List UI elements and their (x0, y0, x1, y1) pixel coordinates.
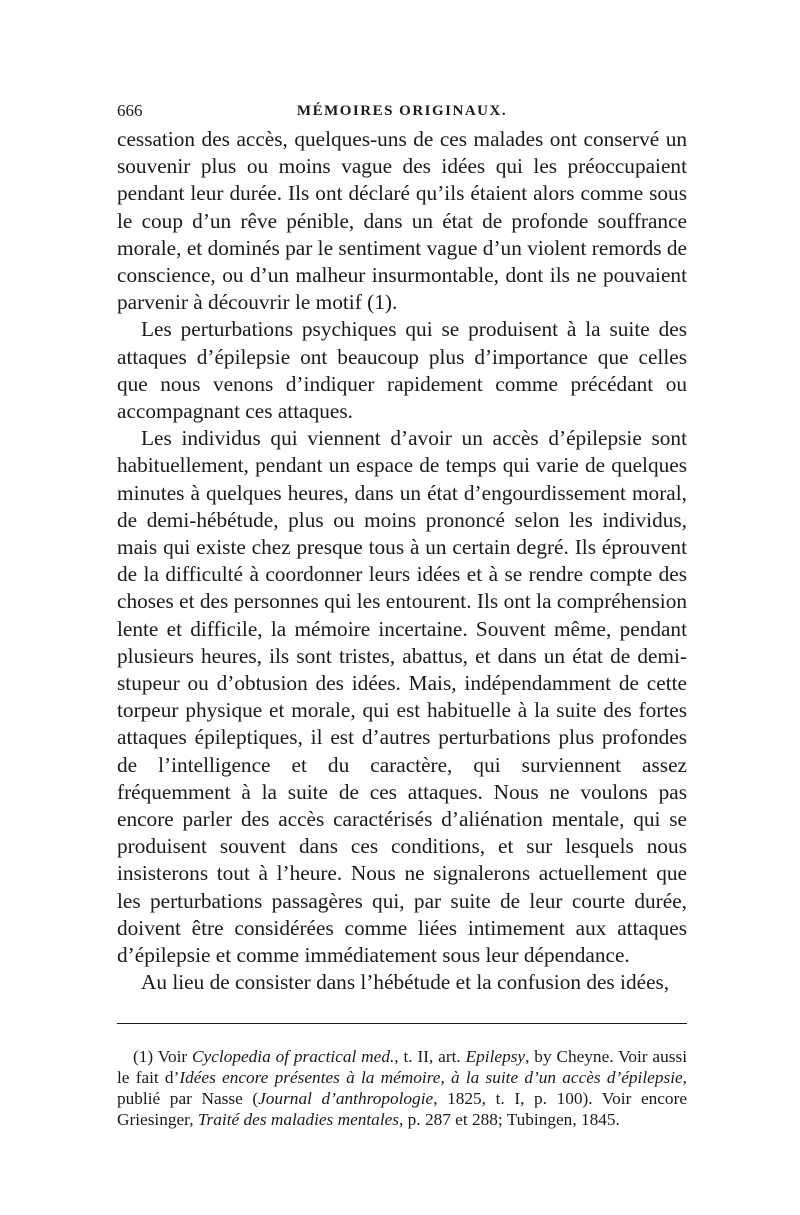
footnote (117, 1046, 687, 1130)
footnote-title: Journal d’anthropologie (258, 1088, 434, 1108)
paragraph-continuation: cessation des accès, quelques-uns de ces malades ont conservé un souvenir plus ou moins vague des idées qui les préoccupaient pendant leur durée. Ils ont déclaré qu’ils étaient alors comme sous le coup d’un rêve pénible, dans un état de profonde souffrance morale, et dominés par le sentiment vague d’un violent remords de conscience, ou d’un malheur insurmontable, dont ils ne pouvaient parvenir à découvrir le motif (1). (117, 127, 687, 315)
running-title: MÉMOIRES ORIGINAUX. (296, 103, 508, 119)
footnote-text: , p. 287 et 288; Tubingen, 1845. (399, 1109, 620, 1129)
footnote-text: , 1825, t. I, p. 100). Voir encore Griesinger, (117, 1088, 687, 1129)
footnote-text: , publié par Nasse ( (117, 1067, 687, 1108)
footnote-divider (117, 1023, 687, 1024)
paragraph: Les perturbations psychiques qui se produisent à la suite des attaques d’épilepsie ont beaucoup plus d’importance que celles que nous venons d’indiquer rapidement comme précédant ou accompagnant ces attaques. (117, 317, 687, 424)
page-number: 666 (117, 101, 143, 120)
footnote-text: , t. II, art. (394, 1046, 466, 1066)
footnote-title: Traité des maladies mentales (197, 1109, 400, 1129)
running-head (117, 98, 687, 124)
footnote-title: Idées encore présentes à la mémoire, à la suite d’un accès d’épilepsie (179, 1067, 683, 1087)
footnote-title: Cyclopedia of practical med. (192, 1046, 395, 1066)
footnote-title: Epilepsy (465, 1046, 526, 1066)
footnote-text: (1) Voir (133, 1046, 193, 1066)
paragraph: Au lieu de consister dans l’hébétude et la confusion des idées, (141, 970, 670, 995)
footnote-text: , by Cheyne. Voir aussi le fait d’ (117, 1046, 687, 1087)
body-text (117, 126, 687, 997)
paragraph: Les individus qui viennent d’avoir un accès d’épilepsie sont habituellement, pendant un espace de temps qui varie de quelques minutes à quelques heures, dans un état d’engourdissement moral, de demi-hébétude, plus ou moins prononcé selon les individus, mais qui existe chez presque tous à un certain degré. Ils éprouvent de la difficulté à coordonner leurs idées et à se rendre compte des choses et des personnes qui les entourent. Ils ont la compréhension lente et difficile, la mémoire incertaine. Souvent même, pendant plusieurs heures, ils sont tristes, abattus, et dans un état de demi-stupeur ou d’obtusion des idées. Mais, indépendamment de cette torpeur physique et morale, qui est habituelle à la suite des fortes attaques épileptiques, il est d’autres perturbations plus profondes de l’intelligence et du caractère, qui surviennent assez fréquemment à la suite de ces attaques. Nous ne voulons pas encore parler des accès caractérisés d’aliénation mentale, qui se produisent souvent dans ces conditions, et sur lesquels nous insisterons tout à l’heure. Nous ne signalerons actuellement que les perturbations passagères qui, par suite de leur courte durée, doivent être considérées comme liées intimement aux attaques d’épilepsie et comme immédiatement sous leur dépendance. (117, 426, 687, 968)
book-page (117, 98, 687, 1130)
